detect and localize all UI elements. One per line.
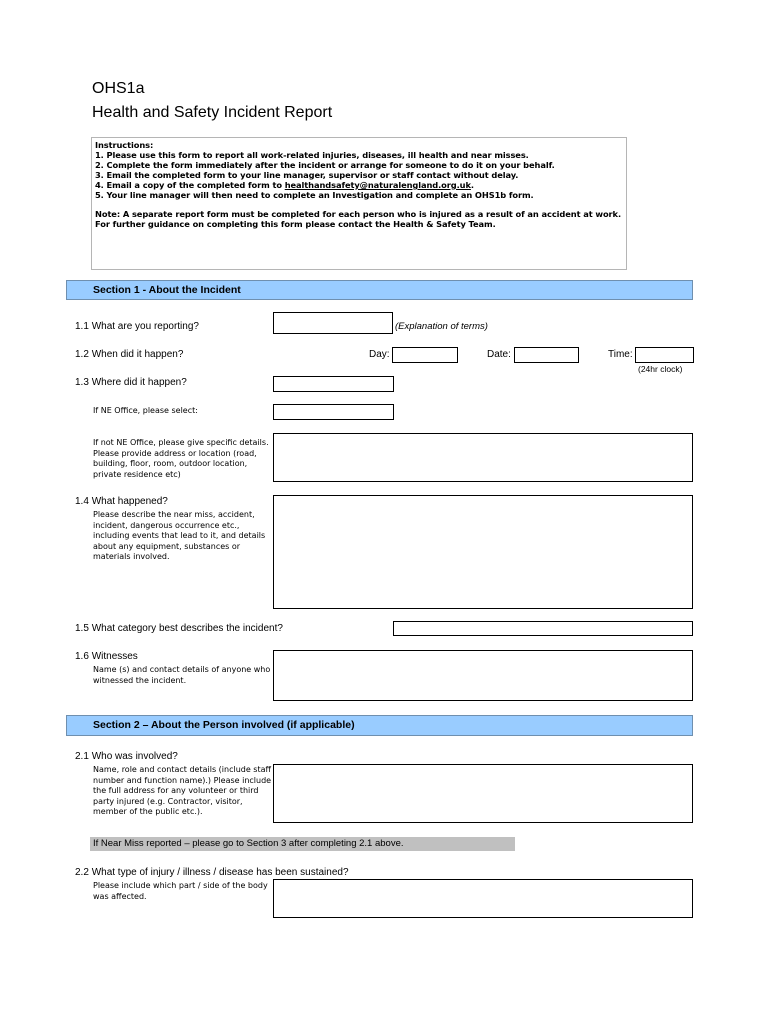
question-1-4	[75, 496, 168, 507]
question-label: Who was involved?	[91, 751, 178, 762]
question-label: What are you reporting?	[91, 321, 199, 332]
not-ne-office-description: If not NE Office, please give specific details. Please provide address or location (road, building, floor, room, outdoor location, private residence etc)	[93, 438, 269, 479]
question-1-5	[75, 623, 283, 634]
email-link[interactable]: healthandsafety@naturalengland.org.uk	[284, 180, 471, 190]
section-2-header: Section 2 – About the Person involved (if applicable)	[66, 715, 693, 736]
page-title: Health and Safety Incident Report	[92, 104, 333, 121]
section-1-header: Section 1 - About the Incident	[66, 280, 693, 300]
witnesses-field[interactable]	[273, 650, 693, 701]
instruction-item: 1. Please use this form to report all work-related injuries, diseases, ill health and near misses.	[95, 150, 529, 160]
instructions-heading: Instructions:	[95, 140, 154, 150]
instructions-note: For further guidance on completing this form please contact the Health & Safety Team.	[95, 219, 496, 229]
instruction-item4-suffix: .	[470, 180, 474, 190]
instructions-box	[91, 137, 627, 270]
reporting-type-select[interactable]	[273, 312, 393, 334]
form-code: OHS1a	[92, 80, 145, 97]
question-number: 1.6	[75, 651, 89, 662]
question-label: Witnesses	[91, 651, 138, 662]
time-field[interactable]	[635, 347, 694, 363]
day-label: Day:	[369, 349, 390, 360]
witnesses-description: Name (s) and contact details of anyone who witnessed the incident.	[93, 665, 271, 685]
question-label: Where did it happen?	[91, 377, 187, 388]
question-2-1	[75, 751, 178, 762]
who-involved-field[interactable]	[273, 764, 693, 823]
ne-office-select[interactable]	[273, 404, 394, 420]
who-involved-description: Name, role and contact details (include staff number and function name).) Please include the full address for any volunteer or third party injured (e.g. Contractor, visitor, member of the public etc.).	[93, 765, 272, 816]
question-number: 1.2	[75, 349, 89, 360]
ne-office-select-label: If NE Office, please select:	[93, 406, 198, 415]
question-1-1	[75, 321, 199, 332]
instruction-item-email	[95, 180, 623, 190]
question-label: What type of injury / illness / disease has been sustained?	[91, 867, 349, 878]
date-label: Date:	[487, 349, 511, 360]
question-label: What category best describes the incident?	[91, 623, 283, 634]
question-number: 1.1	[75, 321, 89, 332]
time-label: Time:	[608, 349, 633, 360]
question-number: 2.2	[75, 867, 89, 878]
question-number: 1.4	[75, 496, 89, 507]
question-label: When did it happen?	[91, 349, 184, 360]
near-miss-note: If Near Miss reported – please go to Section 3 after completing 2.1 above.	[90, 837, 515, 851]
question-number: 2.1	[75, 751, 89, 762]
question-label: What happened?	[91, 496, 168, 507]
injury-type-field[interactable]	[273, 879, 693, 918]
question-number: 1.5	[75, 623, 89, 634]
location-details-field[interactable]	[273, 433, 693, 482]
location-field[interactable]	[273, 376, 394, 392]
incident-category-select[interactable]	[393, 621, 693, 636]
instruction-item: 5. Your line manager will then need to complete an Investigation and complete an OHS1b form.	[95, 190, 534, 200]
instruction-item: 2. Complete the form immediately after the incident or arrange for someone to do it on your behalf.	[95, 160, 555, 170]
date-field[interactable]	[514, 347, 579, 363]
question-1-3	[75, 377, 187, 388]
what-happened-field[interactable]	[273, 495, 693, 609]
question-1-6	[75, 651, 138, 662]
what-happened-description: Please describe the near miss, accident, incident, dangerous occurrence etc., including events that lead to it, and details about any equipment, substances or materials involved.	[93, 510, 266, 561]
question-number: 1.3	[75, 377, 89, 388]
instruction-item4-prefix: 4. Email a copy of the completed form to	[95, 180, 285, 190]
day-field[interactable]	[392, 347, 458, 363]
instructions-note: Note: A separate report form must be completed for each person who is injured as a result of an accident at work.	[95, 209, 622, 219]
instruction-item: 3. Email the completed form to your line manager, supervisor or staff contact without delay.	[95, 170, 519, 180]
question-2-2	[75, 867, 349, 878]
injury-type-description: Please include which part / side of the body was affected.	[93, 881, 268, 901]
time-format-note: (24hr clock)	[638, 364, 683, 374]
question-1-2	[75, 349, 183, 360]
explanation-of-terms-link[interactable]: (Explanation of terms)	[395, 321, 488, 332]
